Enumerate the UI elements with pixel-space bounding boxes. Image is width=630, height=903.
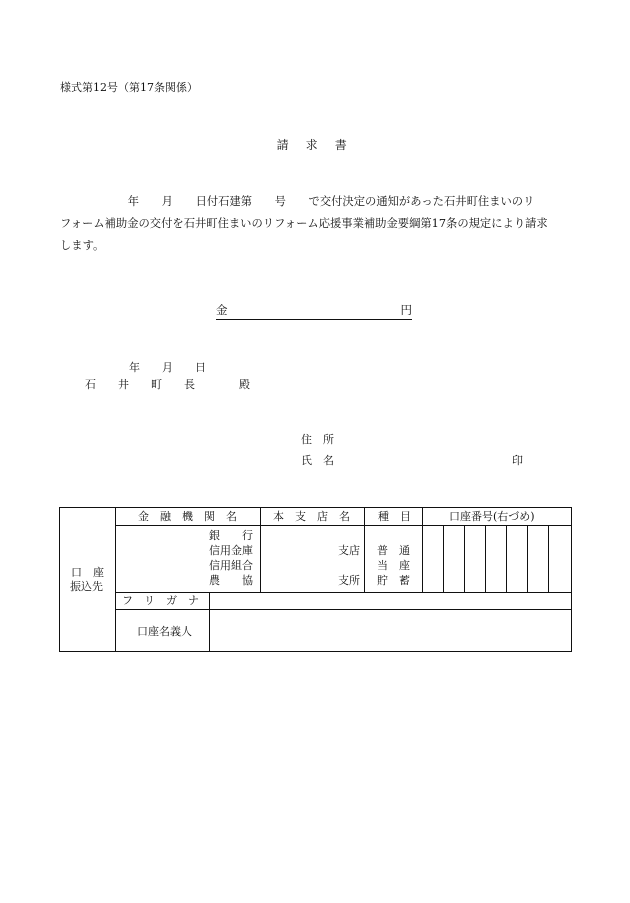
seal-mark: 印 bbox=[512, 454, 523, 467]
account-holder-label: 口座名義人 bbox=[137, 625, 192, 638]
request-date: 年 月 日 bbox=[129, 361, 206, 374]
amount-field[interactable] bbox=[216, 305, 412, 320]
request-body-text bbox=[60, 191, 572, 257]
amount-prefix: 金 bbox=[216, 303, 228, 317]
table-divider bbox=[260, 508, 261, 592]
header-type: 種 目 bbox=[378, 510, 411, 523]
table-divider bbox=[527, 525, 528, 592]
branch-shisho: 支所 bbox=[338, 574, 360, 587]
transfer-label: 口 座 bbox=[71, 566, 104, 579]
bank-transfer-table bbox=[59, 507, 572, 652]
table-divider bbox=[464, 525, 465, 592]
addressee: 石 井 町 長 殿 bbox=[85, 378, 250, 391]
body-line: します。 bbox=[60, 239, 105, 252]
header-institution: 金 融 機 関 名 bbox=[138, 510, 237, 523]
body-line: フォーム補助金の交付を石井町住まいのリフォーム応援事業補助金要綱第17条の規定により請求 bbox=[60, 217, 548, 230]
institution-credit-union: 信用組合 bbox=[209, 559, 253, 572]
institution-bank: 銀 行 bbox=[209, 529, 253, 542]
table-divider bbox=[485, 525, 486, 592]
account-type-savings: 貯 蓄 bbox=[377, 574, 410, 587]
table-divider bbox=[548, 525, 549, 592]
body-line: 年 月 日付石建第 号 で交付決定の通知があった石井町住まいのリ bbox=[60, 195, 535, 208]
table-divider bbox=[209, 592, 210, 651]
table-divider bbox=[115, 609, 571, 610]
transfer-label: 振込先 bbox=[70, 580, 103, 593]
table-divider bbox=[443, 525, 444, 592]
address-label: 住 所 bbox=[301, 433, 334, 446]
name-label: 氏 名 bbox=[301, 454, 334, 467]
account-type-ordinary: 普 通 bbox=[377, 544, 410, 557]
table-divider bbox=[115, 592, 571, 593]
form-number: 様式第12号（第17条関係） bbox=[60, 81, 198, 94]
header-branch: 本 支 店 名 bbox=[273, 510, 350, 523]
table-divider bbox=[364, 508, 365, 592]
amount-suffix: 円 bbox=[400, 303, 412, 317]
table-divider bbox=[115, 525, 571, 526]
institution-ja: 農 協 bbox=[209, 574, 253, 587]
account-type-current: 当 座 bbox=[377, 559, 410, 572]
table-divider bbox=[115, 508, 116, 651]
institution-shinkin: 信用金庫 bbox=[209, 544, 253, 557]
table-divider bbox=[422, 508, 423, 592]
header-account-number: 口座番号(右づめ) bbox=[449, 510, 535, 523]
furigana-label: フ リ ガ ナ bbox=[122, 594, 199, 607]
table-divider bbox=[506, 525, 507, 592]
document-title: 請 求 書 bbox=[276, 138, 354, 152]
branch-shiten: 支店 bbox=[338, 544, 360, 557]
